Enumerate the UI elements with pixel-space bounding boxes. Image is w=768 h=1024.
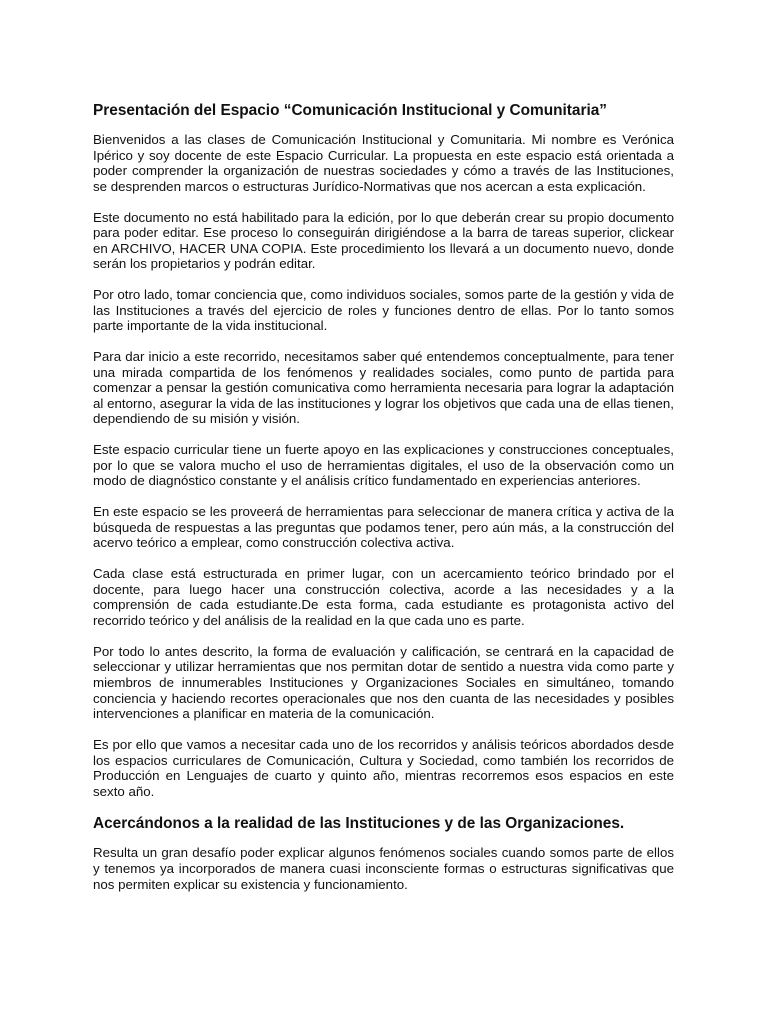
- paragraph-evaluation: Por todo lo antes descrito, la forma de evaluación y calificación, se centrará en la capacidad de seleccionar y utilizar herramientas que nos permitan dotar de sentido a nuestra vida como parte y miembros de innumerables Instituciones y Organizaciones Sociales en simultáneo, tomando conciencia y haciendo recortes operacionales que nos den cuanta de las necesidades y posibles intervenciones a planificar en materia de la comunicación.: [93, 643, 674, 722]
- paragraph-social-individuals: Por otro lado, tomar conciencia que, como individuos sociales, somos parte de la gestión y vida de las Instituciones a través del ejercicio de roles y funciones dentro de ellas. Por lo tanto somos parte importante de la vida institucional.: [93, 287, 674, 334]
- document-title: Presentación del Espacio “Comunicación Institucional y Comunitaria”: [93, 102, 607, 119]
- section-heading: Acercándonos a la realidad de las Instituciones y de las Organizaciones.: [93, 815, 625, 833]
- paragraph-copy-instructions: Este documento no está habilitado para la edición, por lo que deberán crear su propio documento para poder editar. Ese proceso lo conseguirán dirigiéndose a la barra de tareas superior, clickear en ARCHIVO, HACER UNA COPIA. Este procedimiento los llevará a un documento nuevo, donde serán los propietarios y podrán editar.: [93, 209, 674, 272]
- paragraph-curricular-support: Este espacio curricular tiene un fuerte apoyo en las explicaciones y construcciones conceptuales, por lo que se valora mucho el uso de herramientas digitales, el uso de la observación como un modo de diagnóstico constante y el análisis crítico fundamentado en experiencias anteriores.: [93, 442, 674, 489]
- paragraph-welcome: Bienvenidos a las clases de Comunicación Institucional y Comunitaria. Mi nombre es Verónica Ipérico y soy docente de este Espacio Curricular. La propuesta en este espacio está orientada a poder comprender la organización de nuestras sociedades y cómo a través de las Instituciones, se desprenden marcos o estructuras Jurídico-Normativas que nos acercan a esta explicación.: [93, 132, 674, 194]
- paragraph-challenge: Resulta un gran desafío poder explicar algunos fenómenos sociales cuando somos parte de ellos y tenemos ya incorporados de manera cuasi inconsciente formas o estructuras significativas que nos permiten explicar su existencia y funcionamiento.: [93, 845, 674, 892]
- paragraph-tools: En este espacio se les proveerá de herramientas para seleccionar de manera crítica y activa de la búsqueda de respuestas a las preguntas que podamos tener, pero aún más, a la construcción del acervo teórico a emplear, como construcción colectiva activa.: [93, 504, 674, 551]
- paragraph-previous-spaces: Es por ello que vamos a necesitar cada uno de los recorridos y análisis teóricos abordados desde los espacios curriculares de Comunicación, Cultura y Sociedad, como también los recorridos de Producción en Lenguajes de cuarto y quinto año, mientras recorremos esos espacios en este sexto año.: [93, 736, 674, 799]
- paragraph-class-structure: Cada clase está estructurada en primer lugar, con un acercamiento teórico brindado por el docente, para luego hacer una construcción colectiva, acorde a las necesidades y a la comprensión de cada estudiante.De esta forma, cada estudiante es protagonista activo del recorrido teórico y del análisis de la realidad en la que cada uno es parte.: [93, 566, 674, 628]
- document-body: [93, 101, 674, 907]
- paragraph-starting-point: Para dar inicio a este recorrido, necesitamos saber qué entendemos conceptualmente, para tener una mirada compartida de los fenómenos y realidades sociales, como punto de partida para comenzar a pensar la gestión comunicativa como herramienta necesaria para lograr la adaptación al entorno, asegurar la vida de las instituciones y lograr los objetivos que cada una de ellas tienen, dependiendo de su misión y visión.: [93, 349, 674, 427]
